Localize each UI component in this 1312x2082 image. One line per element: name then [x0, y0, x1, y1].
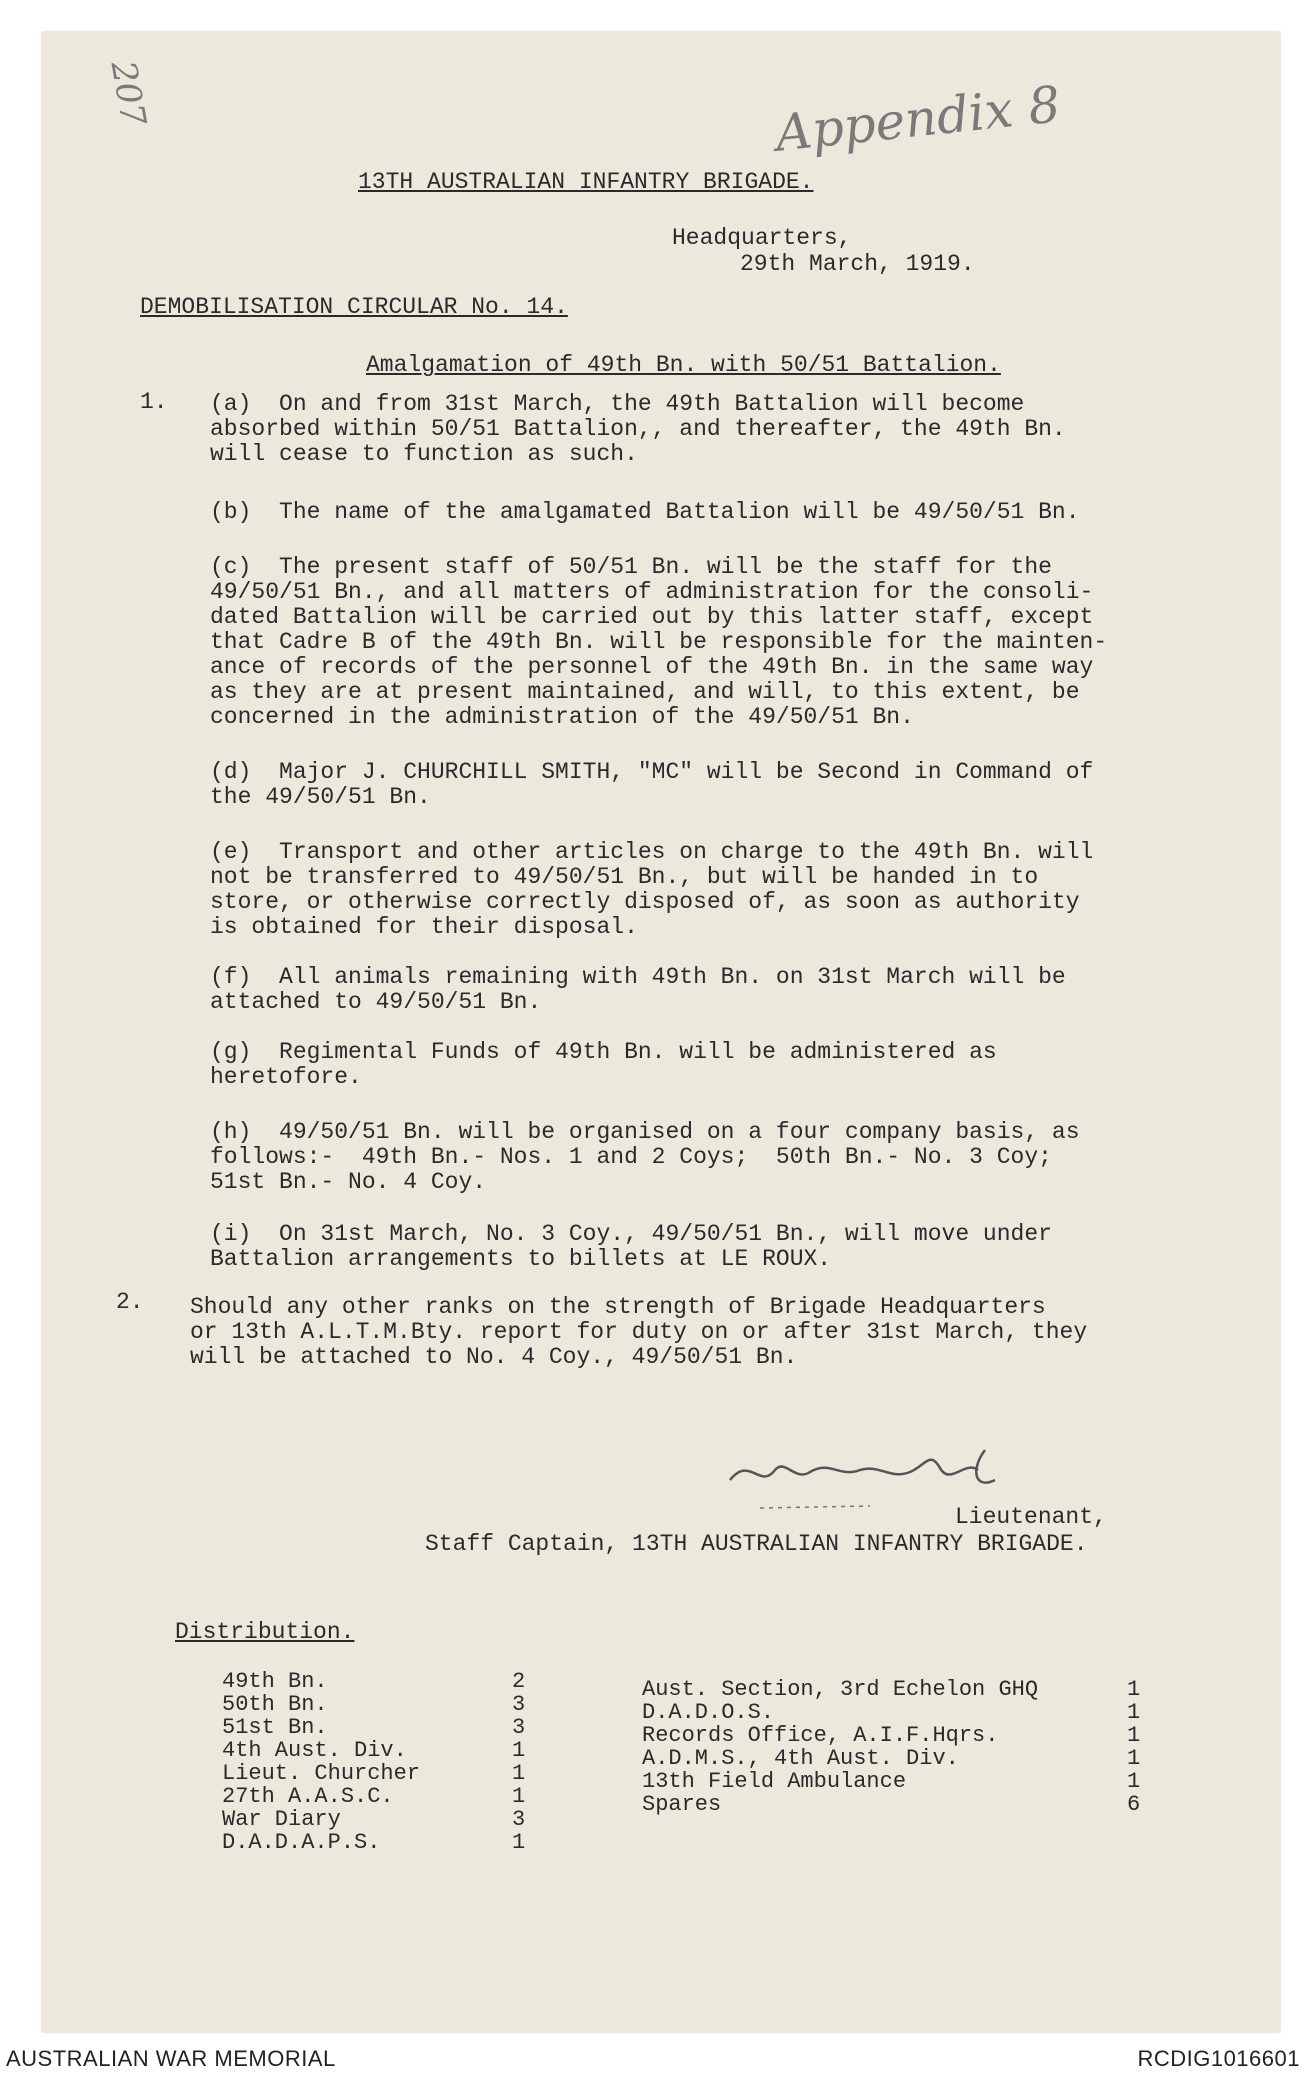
- copies-count: 3: [512, 1807, 526, 1832]
- copies-count: 1: [1127, 1746, 1141, 1771]
- para-2-line-2: or 13th A.L.T.M.Bty. report for duty on or after 31st March, they: [190, 1319, 1088, 1345]
- recipient-name: Aust. Section, 3rd Echelon GHQ: [642, 1677, 1039, 1702]
- para-h-line-3: 51st Bn.- No. 4 Coy.: [210, 1169, 487, 1195]
- para-c-line-5: ance of records of the personnel of the 49th Bn. in the same way: [210, 654, 1094, 680]
- circular-number: DEMOBILISATION CIRCULAR No. 14.: [140, 294, 568, 320]
- recipient-name: Records Office, A.I.F.Hqrs.: [642, 1723, 999, 1748]
- paragraph-1-number: 1.: [140, 389, 168, 415]
- para-c-line-2: 49/50/51 Bn., and all matters of administration for the consoli-: [210, 579, 1094, 605]
- list-item: [222, 1716, 552, 1739]
- para-c-line-7: concerned in the administration of the 49/50/51 Bn.: [210, 704, 914, 730]
- para-2-line-1: Should any other ranks on the strength of Brigade Headquarters: [190, 1294, 1046, 1320]
- para-h-line-1: (h) 49/50/51 Bn. will be organised on a four company basis, as: [210, 1119, 1080, 1145]
- distribution-list-left: [222, 1670, 552, 1854]
- para-e-line-3: store, or otherwise correctly disposed of, as soon as authority: [210, 889, 1080, 915]
- copies-count: 3: [512, 1715, 526, 1740]
- recipient-name: 49th Bn.: [222, 1669, 328, 1694]
- para-g-line-1: (g) Regimental Funds of 49th Bn. will be administered as: [210, 1039, 997, 1065]
- copies-count: 1: [1127, 1677, 1141, 1702]
- copies-count: 1: [512, 1830, 526, 1855]
- para-f-line-1: (f) All animals remaining with 49th Bn. on 31st March will be: [210, 964, 1066, 990]
- para-f-line-2: attached to 49/50/51 Bn.: [210, 989, 542, 1015]
- list-item: [222, 1739, 552, 1762]
- para-b-line-1: (b) The name of the amalgamated Battalion will be 49/50/51 Bn.: [210, 499, 1080, 525]
- recipient-name: A.D.M.S., 4th Aust. Div.: [642, 1746, 959, 1771]
- distribution-heading: Distribution.: [175, 1619, 355, 1645]
- circular-date: 29th March, 1919.: [740, 251, 975, 277]
- para-h-line-2: follows:- 49th Bn.- Nos. 1 and 2 Coys; 50th Bn.- No. 3 Coy;: [210, 1144, 1052, 1170]
- recipient-name: War Diary: [222, 1807, 341, 1832]
- copies-count: 1: [1127, 1723, 1141, 1748]
- recipient-name: 27th A.A.S.C.: [222, 1784, 394, 1809]
- recipient-name: 51st Bn.: [222, 1715, 328, 1740]
- paragraph-2-number: 2.: [116, 1289, 144, 1315]
- recipient-name: D.A.D.O.S.: [642, 1700, 775, 1725]
- para-e-line-2: not be transferred to 49/50/51 Bn., but will be handed in to: [210, 864, 1039, 890]
- folio-number: 207: [102, 58, 154, 129]
- copies-count: 1: [512, 1761, 526, 1786]
- archive-reference: RCDIG1016601: [1137, 2046, 1300, 2071]
- recipient-name: Spares: [642, 1792, 722, 1817]
- distribution-list-right: [642, 1678, 1162, 1816]
- copies-count: 1: [512, 1738, 526, 1763]
- para-c-line-1: (c) The present staff of 50/51 Bn. will be the staff for the: [210, 554, 1052, 580]
- para-d-line-1: (d) Major J. CHURCHILL SMITH, "MC" will be Second in Command of: [210, 759, 1094, 785]
- appendix-note: Appendix 8: [772, 75, 1064, 163]
- para-a-line-3: will cease to function as such.: [210, 441, 638, 467]
- brigade-heading: 13TH AUSTRALIAN INFANTRY BRIGADE.: [358, 169, 814, 195]
- list-item: [222, 1693, 552, 1716]
- list-item: [642, 1701, 1162, 1724]
- list-item: [642, 1770, 1162, 1793]
- para-c-line-4: that Cadre B of the 49th Bn. will be responsible for the mainten-: [210, 629, 1108, 655]
- para-i-line-2: Battalion arrangements to billets at LE ROUX.: [210, 1246, 832, 1272]
- list-item: [642, 1747, 1162, 1770]
- para-g-line-2: heretofore.: [210, 1064, 362, 1090]
- list-item: [222, 1670, 552, 1693]
- recipient-name: Lieut. Churcher: [222, 1761, 421, 1786]
- list-item: [222, 1831, 552, 1854]
- list-item: [222, 1785, 552, 1808]
- para-a-line-2: absorbed within 50/51 Battalion,, and thereafter, the 49th Bn.: [210, 416, 1066, 442]
- recipient-name: D.A.D.A.P.S.: [222, 1830, 381, 1855]
- copies-count: 2: [512, 1669, 526, 1694]
- copies-count: 1: [512, 1784, 526, 1809]
- signatory-title: Staff Captain, 13TH AUSTRALIAN INFANTRY BRIGADE.: [425, 1531, 1088, 1557]
- copies-count: 1: [1127, 1769, 1141, 1794]
- copies-count: 3: [512, 1692, 526, 1717]
- list-item: [222, 1808, 552, 1831]
- circular-subject: Amalgamation of 49th Bn. with 50/51 Battalion.: [366, 352, 1001, 378]
- copies-count: 1: [1127, 1700, 1141, 1725]
- para-c-line-3: dated Battalion will be carried out by this latter staff, except: [210, 604, 1094, 630]
- para-d-line-2: the 49/50/51 Bn.: [210, 784, 431, 810]
- para-i-line-1: (i) On 31st March, No. 3 Coy., 49/50/51 Bn., will move under: [210, 1221, 1052, 1247]
- para-c-line-6: as they are at present maintained, and will, to this extent, be: [210, 679, 1080, 705]
- list-item: [642, 1678, 1162, 1701]
- para-2-line-3: will be attached to No. 4 Coy., 49/50/51 Bn.: [190, 1344, 798, 1370]
- list-item: [642, 1793, 1162, 1816]
- para-e-line-1: (e) Transport and other articles on charge to the 49th Bn. will: [210, 839, 1094, 865]
- signatory-rank: Lieutenant,: [955, 1504, 1107, 1530]
- list-item: [222, 1762, 552, 1785]
- recipient-name: 50th Bn.: [222, 1692, 328, 1717]
- archive-credit: AUSTRALIAN WAR MEMORIAL: [6, 2046, 336, 2071]
- para-e-line-4: is obtained for their disposal.: [210, 914, 638, 940]
- headquarters-label: Headquarters,: [672, 225, 852, 251]
- copies-count: 6: [1127, 1792, 1141, 1817]
- recipient-name: 4th Aust. Div.: [222, 1738, 407, 1763]
- recipient-name: 13th Field Ambulance: [642, 1769, 907, 1794]
- para-a-line-1: (a) On and from 31st March, the 49th Battalion will become: [210, 391, 1025, 417]
- list-item: [642, 1724, 1162, 1747]
